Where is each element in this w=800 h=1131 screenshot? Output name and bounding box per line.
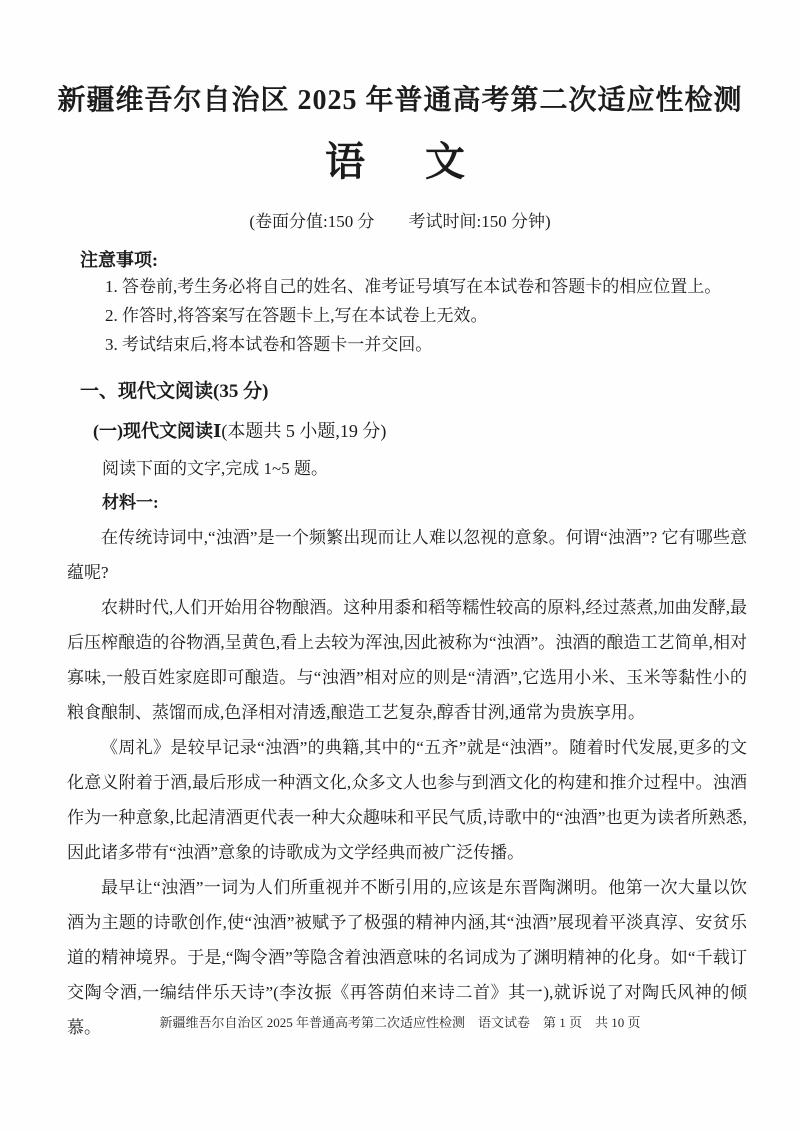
material-paragraph: 最早让“浊酒”一词为人们所重视并不断引用的,应该是东晋陶渊明。他第一次大量以饮酒为主题的诗歌创作,使“浊酒”被赋予了极强的精神内涵,其“浊酒”展现着平淡真淳、安贫乐道的精神境界。于是,“陶令酒”等隐含着浊酒意味的名词成为了渊明精神的化身。如“千载订交陶令酒,一编结伴乐天诗”(李汝振《再答荫伯来诗二首》其一),就诉说了对陶氏风神的倾慕。 bbox=[67, 878, 747, 1037]
exam-title: 新疆维吾尔自治区 2025 年普通高考第二次适应性检测 bbox=[57, 85, 743, 116]
section-heading: 一、现代文阅读(35 分) bbox=[80, 381, 269, 402]
score-time-info: (卷面分值:150 分 考试时间:150 分钟) bbox=[249, 212, 551, 231]
reading-instruction: 阅读下面的文字,完成 1~5 题。 bbox=[102, 459, 328, 478]
subsection-heading bbox=[93, 419, 800, 443]
notice-section bbox=[80, 248, 745, 359]
material-paragraph: 《周礼》是较早记录“浊酒”的典籍,其中的“五齐”就是“浊酒”。随着时代发展,更多的文化意义附着于酒,最后形成一种酒文化,众多文人也参与到酒文化的构建和推介过程中。浊酒作为一种意象,比起清酒更代表一种大众趣味和平民气质,诗歌中的“浊酒”也更为读者所熟悉,因此诸多带有“浊酒”意象的诗歌成为文学经典而被广泛传播。 bbox=[67, 738, 747, 862]
subsection-title: (一)现代文阅读Ⅰ bbox=[93, 421, 222, 441]
section-modern-reading bbox=[0, 379, 800, 1045]
material-one-label: 材料一: bbox=[102, 493, 159, 512]
notice-item: 1. 答卷前,考生务必将自己的姓名、准考证号填写在本试卷和答题卡的相应位置上。 bbox=[105, 277, 722, 296]
material-one-text bbox=[67, 520, 747, 1045]
page-footer: 新疆维吾尔自治区 2025 年普通高考第二次适应性检测 语文试卷 第 1 页 共 10 页 bbox=[159, 1015, 641, 1030]
notice-item: 2. 作答时,将答案写在答题卡上,写在本试卷上无效。 bbox=[105, 306, 488, 325]
subsection-note: (本题共 5 小题,19 分) bbox=[221, 421, 387, 441]
material-paragraph: 在传统诗词中,“浊酒”是一个频繁出现而让人难以忽视的意象。何谓“浊酒”? 它有哪些意蕴呢? bbox=[67, 528, 747, 582]
material-paragraph: 农耕时代,人们开始用谷物酿酒。这种用黍和稻等糯性较高的原料,经过蒸煮,加曲发酵,最后压榨酿造的谷物酒,呈黄色,看上去较为浑浊,因此被称为“浊酒”。浊酒的酿造工艺简单,相对寡味,一般百姓家庭即可酿造。与“浊酒”相对应的则是“清酒”,它选用小米、玉米等黏性小的粮食酿制、蒸馏而成,色泽相对清透,酿造工艺复杂,醇香甘洌,通常为贵族享用。 bbox=[67, 598, 747, 722]
notice-heading: 注意事项: bbox=[80, 250, 158, 270]
notice-item: 3. 考试结束后,将本试卷和答题卡一并交回。 bbox=[105, 335, 433, 354]
subject-title: 语 文 bbox=[325, 139, 475, 184]
